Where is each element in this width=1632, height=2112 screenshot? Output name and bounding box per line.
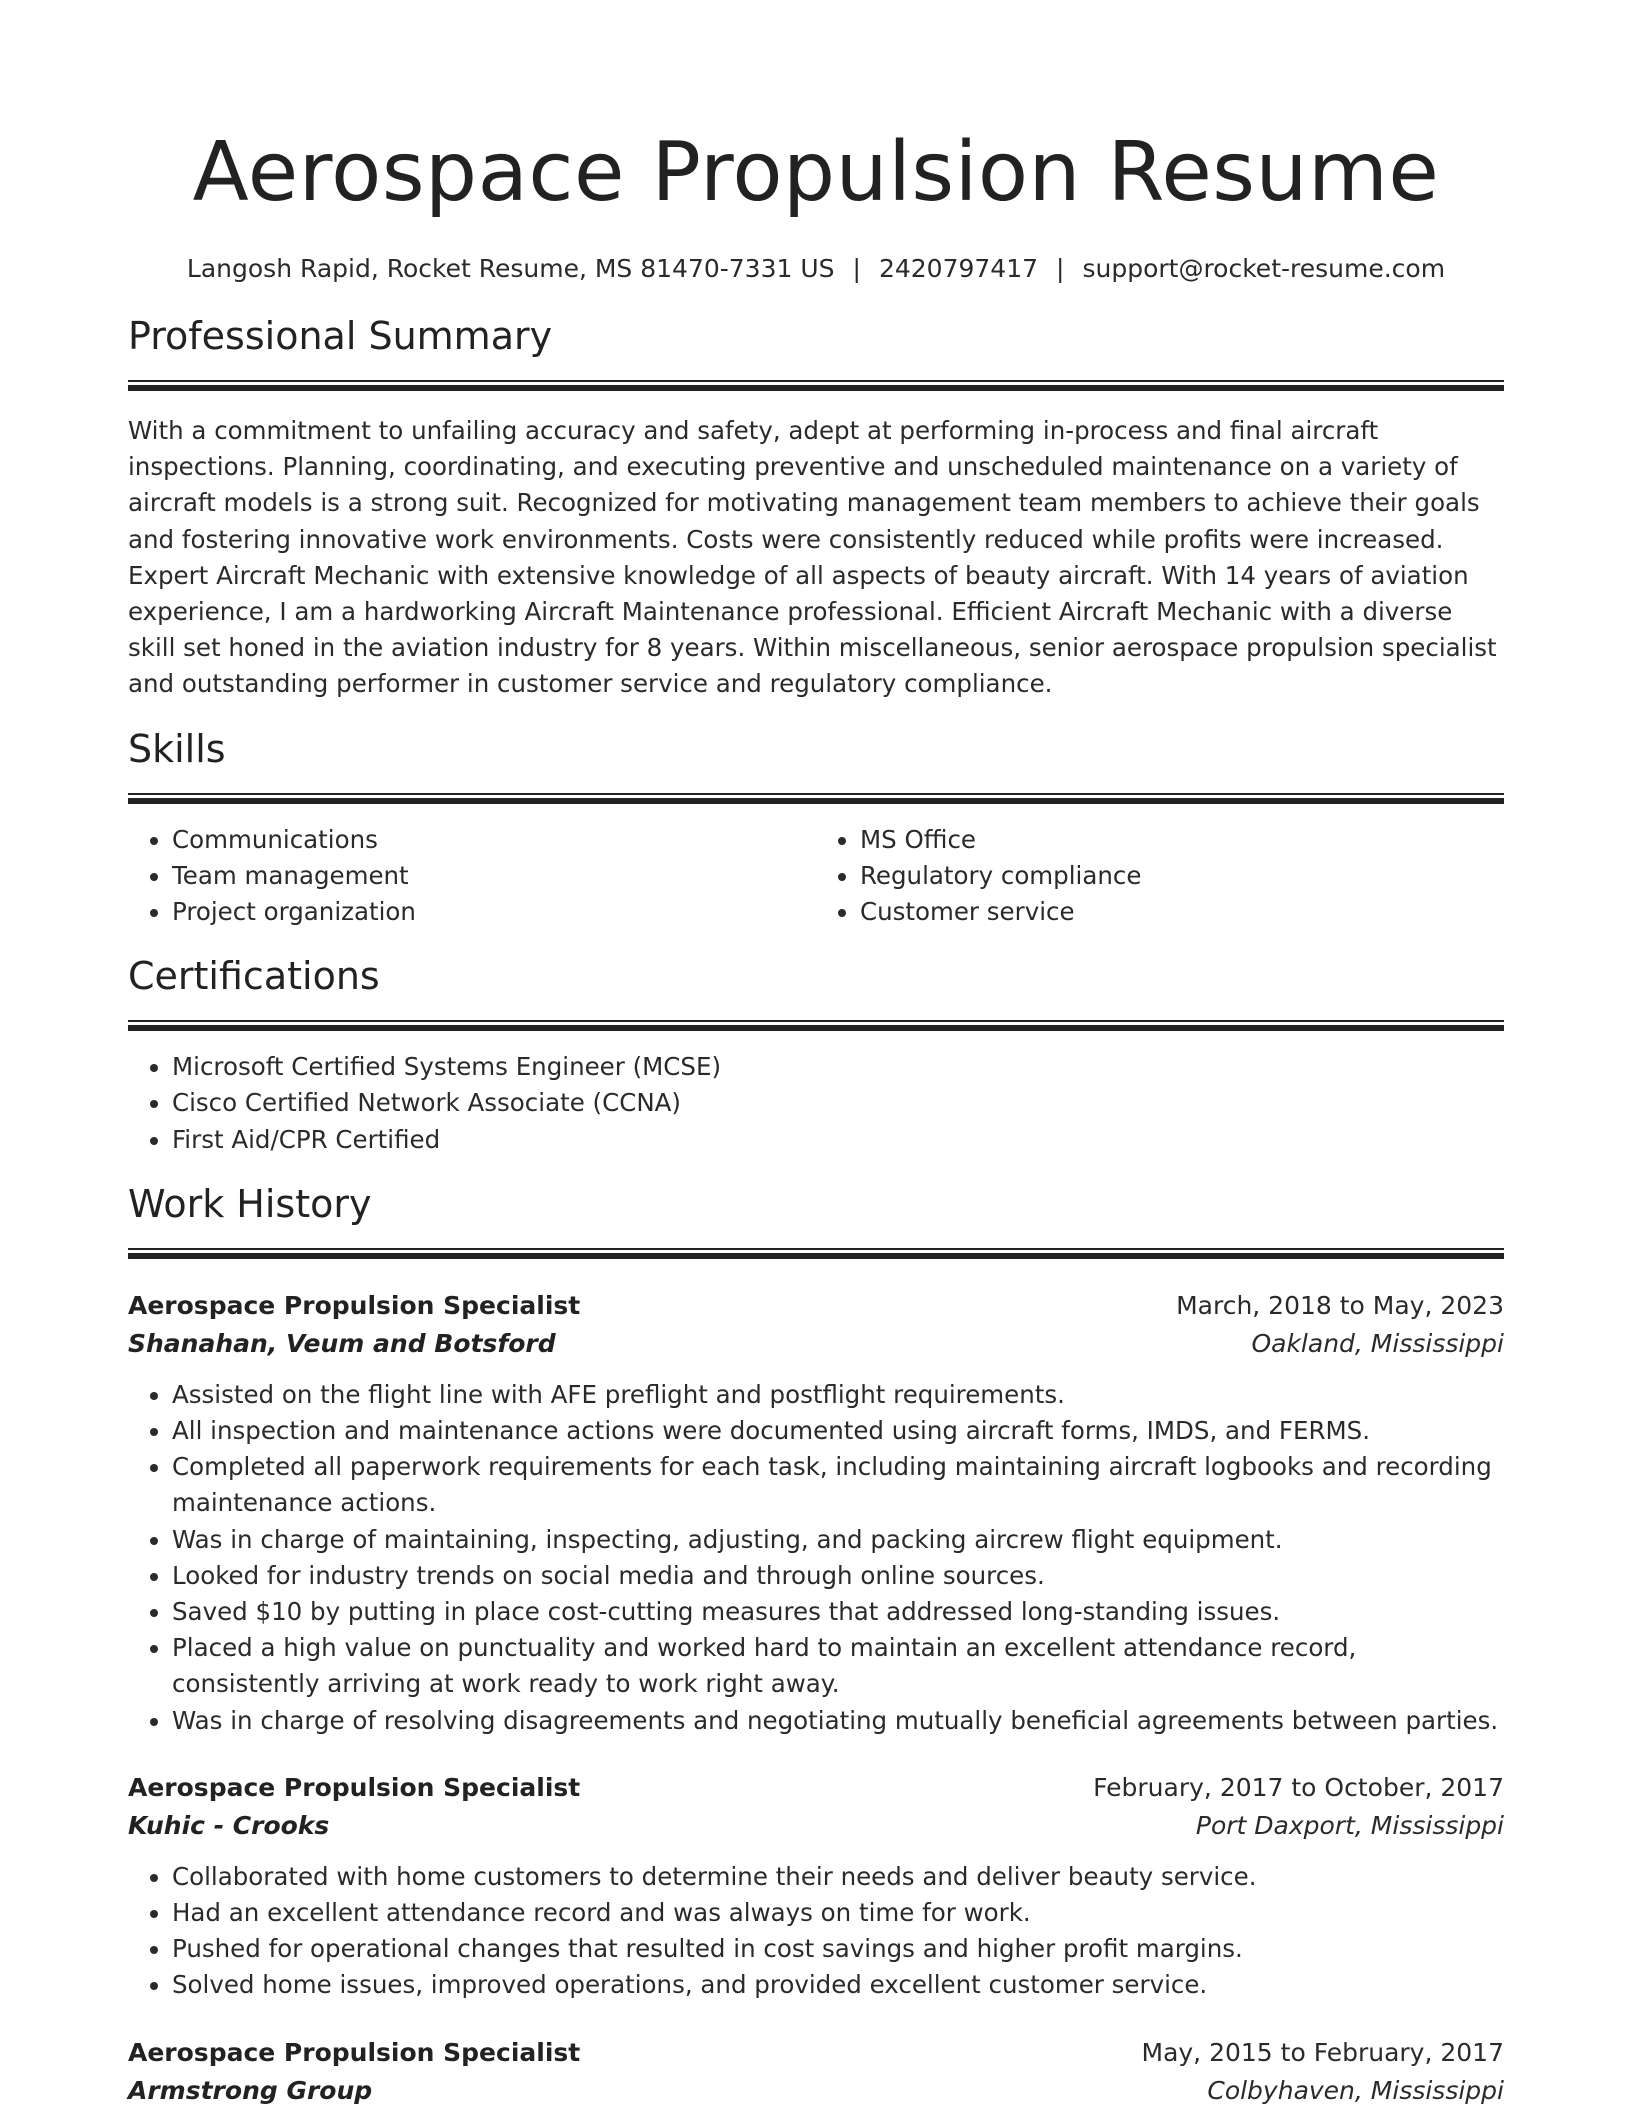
certification-item: • First Aid/CPR Certified bbox=[172, 1122, 1504, 1158]
job-location: Colbyhaven, Mississippi bbox=[1207, 2075, 1504, 2105]
certification-item: • Cisco Certified Network Associate (CCNA) bbox=[172, 1085, 1504, 1121]
job-bullet: • Had an excellent attendance record and was always on time for work. bbox=[172, 1895, 1504, 1931]
contact-email: support@rocket-resume.com bbox=[1082, 254, 1446, 283]
skills-list-right bbox=[816, 822, 1504, 931]
contact-line bbox=[128, 252, 1504, 286]
section-divider bbox=[128, 1020, 1504, 1031]
job-entry bbox=[128, 2034, 1504, 2110]
job-company: Kuhic - Crooks bbox=[128, 1810, 330, 1840]
contact-separator: | bbox=[1056, 254, 1065, 283]
skill-item: • Customer service bbox=[860, 894, 1504, 930]
job-bullet: • Collaborated with home customers to determine their needs and deliver beauty service. bbox=[172, 1859, 1504, 1895]
skill-item: • MS Office bbox=[860, 822, 1504, 858]
skill-item: • Regulatory compliance bbox=[860, 858, 1504, 894]
job-bullet: • Looked for industry trends on social media and through online sources. bbox=[172, 1558, 1504, 1594]
job-bullet: • Assisted on the flight line with AFE preflight and postflight requirements. bbox=[172, 1377, 1504, 1413]
job-location: Oakland, Mississippi bbox=[1251, 1328, 1504, 1358]
job-header-row bbox=[128, 2034, 1504, 2072]
job-company: Armstrong Group bbox=[128, 2075, 373, 2105]
section-divider bbox=[128, 793, 1504, 804]
job-title: Aerospace Propulsion Specialist bbox=[128, 2037, 581, 2067]
job-bullet: • Was in charge of resolving disagreements and negotiating mutually beneficial agreements between parties. bbox=[172, 1703, 1504, 1739]
job-title: Aerospace Propulsion Specialist bbox=[128, 1772, 581, 1802]
job-bullet: • Completed all paperwork requirements for each task, including maintaining aircraft logbooks and recording maintenance actions. bbox=[172, 1449, 1504, 1521]
skills-heading: Skills bbox=[128, 726, 226, 771]
work-history-section bbox=[128, 1178, 1504, 2110]
certifications-section bbox=[128, 950, 1504, 1158]
job-dates: March, 2018 to May, 2023 bbox=[1176, 1290, 1504, 1320]
summary-heading: Professional Summary bbox=[128, 314, 553, 358]
section-divider bbox=[128, 1248, 1504, 1259]
certifications-list bbox=[128, 1049, 1504, 1158]
summary-text: With a commitment to unfailing accuracy and safety, adept at performing in-process and final aircraft inspections. Planning, coordinating, and executing preventive and unscheduled maintenance on a variety of aircraft models is a strong suit. Recognized for motivating management team members to achieve their goals and fostering innovative work environments. Costs were consistently reduced while profits were increased. Expert Aircraft Mechanic with extensive knowledge of all aspects of beauty aircraft. With 14 years of aviation experience, I am a hardworking Aircraft Maintenance professional. Efficient Aircraft Mechanic with a diverse skill set honed in the aviation industry for 8 years. Within miscellaneous, senior aerospace propulsion specialist and outstanding performer in customer service and regulatory compliance. bbox=[128, 416, 1497, 699]
job-header-row bbox=[128, 1769, 1504, 1807]
job-entry bbox=[128, 1769, 1504, 2004]
contact-phone: 2420797417 bbox=[878, 254, 1039, 283]
certification-item: • Microsoft Certified Systems Engineer (MCSE) bbox=[172, 1049, 1504, 1085]
summary-section bbox=[128, 310, 1504, 703]
job-bullet: • Pushed for operational changes that resulted in cost savings and higher profit margins. bbox=[172, 1931, 1504, 1967]
job-bullet: • All inspection and maintenance actions were documented using aircraft forms, IMDS, and FERMS. bbox=[172, 1413, 1504, 1449]
skill-item: • Team management bbox=[172, 858, 816, 894]
skills-section bbox=[128, 723, 1504, 931]
skill-item: • Project organization bbox=[172, 894, 816, 930]
job-location: Port Daxport, Mississippi bbox=[1195, 1810, 1504, 1840]
job-bullet: • Was in charge of maintaining, inspecting, adjusting, and packing aircrew flight equipment. bbox=[172, 1522, 1504, 1558]
job-company: Shanahan, Veum and Botsford bbox=[128, 1328, 556, 1358]
job-bullets bbox=[128, 1859, 1504, 2004]
job-bullet: • Saved $10 by putting in place cost-cutting measures that addressed long-standing issues. bbox=[172, 1594, 1504, 1630]
job-header-row bbox=[128, 1287, 1504, 1325]
job-dates: May, 2015 to February, 2017 bbox=[1141, 2037, 1504, 2067]
job-subheader-row bbox=[128, 1325, 1504, 1363]
certifications-heading: Certifications bbox=[128, 954, 380, 999]
job-bullets bbox=[128, 1377, 1504, 1739]
contact-address: Langosh Rapid, Rocket Resume, MS 81470-7331 US bbox=[186, 254, 835, 283]
job-subheader-row bbox=[128, 1807, 1504, 1845]
job-title: Aerospace Propulsion Specialist bbox=[128, 1290, 581, 1320]
skills-list-left bbox=[128, 822, 816, 931]
job-entry bbox=[128, 1287, 1504, 1739]
contact-separator: | bbox=[852, 254, 861, 283]
job-bullet: • Solved home issues, improved operations, and provided excellent customer service. bbox=[172, 1967, 1504, 2003]
job-dates: February, 2017 to October, 2017 bbox=[1093, 1772, 1504, 1802]
section-divider bbox=[128, 380, 1504, 391]
skills-grid bbox=[128, 804, 1504, 931]
skill-item: • Communications bbox=[172, 822, 816, 858]
work-history-heading: Work History bbox=[128, 1181, 372, 1226]
resume-title: Aerospace Propulsion Resume bbox=[192, 125, 1440, 220]
job-bullet: • Placed a high value on punctuality and worked hard to maintain an excellent attendance record, consistently arriving at work ready to work right away. bbox=[172, 1630, 1504, 1702]
job-subheader-row bbox=[128, 2072, 1504, 2110]
